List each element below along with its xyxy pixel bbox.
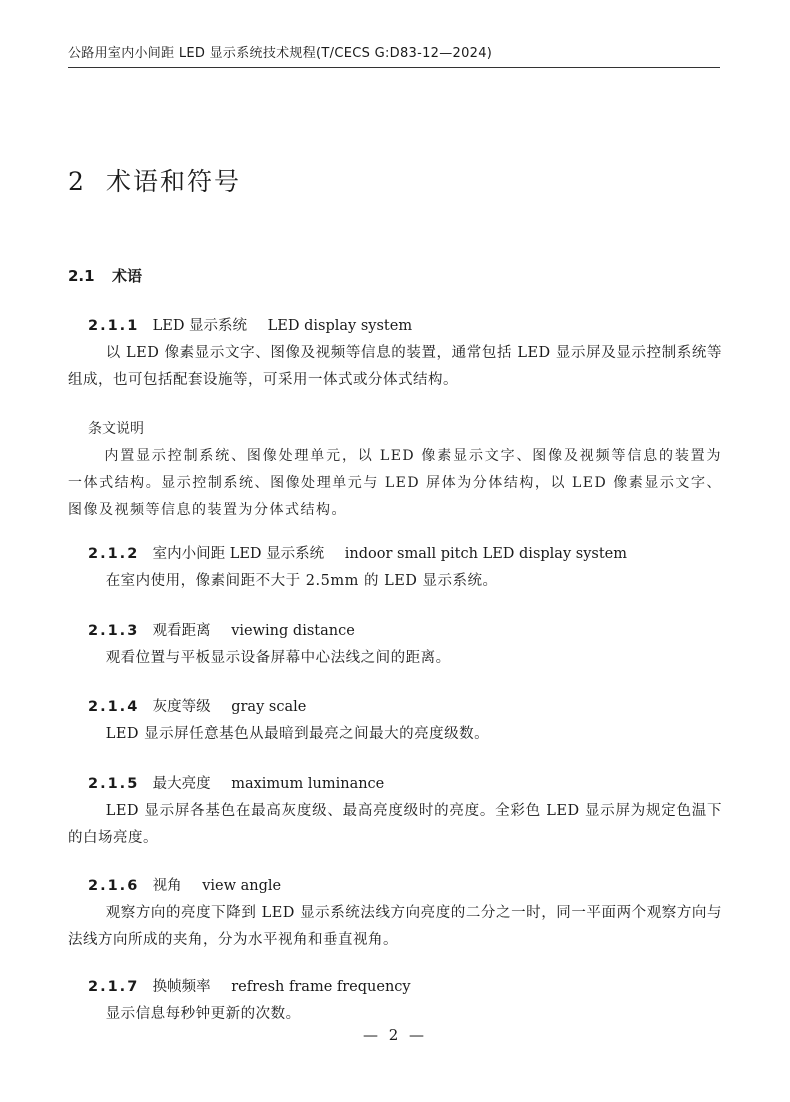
term-definition: 显示信息每秒钟更新的次数。 bbox=[105, 1006, 301, 1022]
term-english: indoor small pitch LED display system bbox=[344, 546, 627, 562]
clause-explanation-title: 条文说明 bbox=[88, 421, 144, 437]
section-title bbox=[68, 265, 142, 286]
term-heading bbox=[68, 873, 722, 900]
term-chinese: 视角 bbox=[152, 878, 182, 894]
term-heading bbox=[68, 541, 722, 568]
chapter-number: 2 bbox=[68, 167, 86, 196]
term-definition: 观看位置与平板显示设备屏幕中心法线之间的距离。 bbox=[105, 650, 451, 666]
term-entry bbox=[68, 541, 722, 595]
term-entry bbox=[68, 694, 722, 748]
term-number: 2.1.7 bbox=[88, 979, 140, 995]
term-english: viewing distance bbox=[231, 623, 355, 639]
section-title-text: 术语 bbox=[112, 267, 143, 285]
term-entry bbox=[68, 974, 722, 1028]
term-chinese: 室内小间距 LED 显示系统 bbox=[152, 546, 325, 562]
term-entry bbox=[68, 873, 722, 954]
running-header: 公路用室内小间距 LED 显示系统技术规程(T/CECS G:D83-12—2024) bbox=[68, 40, 720, 68]
clause-explanation bbox=[68, 416, 722, 524]
term-number: 2.1.2 bbox=[88, 546, 140, 562]
clause-explanation-body: 内置显示控制系统、图像处理单元，以 LED 像素显示文字、图像及视频等信息的装置为一体式结构。显示控制系统、图像处理单元与 LED 屏体为分体结构，以 LED 像素显示文字、图像及视频等信息的装置为分体式结构。 bbox=[68, 448, 722, 518]
term-chinese: 换帧频率 bbox=[152, 979, 211, 995]
term-number: 2.1.3 bbox=[88, 623, 140, 639]
term-definition: 在室内使用，像素间距不大于 2.5mm 的 LED 显示系统。 bbox=[105, 573, 498, 589]
term-english: view angle bbox=[202, 878, 282, 894]
term-heading bbox=[68, 771, 722, 798]
term-entry bbox=[68, 771, 722, 852]
term-chinese: 观看距离 bbox=[152, 623, 211, 639]
term-heading bbox=[68, 313, 722, 340]
term-heading bbox=[68, 974, 722, 1001]
term-english: refresh frame frequency bbox=[231, 979, 411, 995]
term-english: maximum luminance bbox=[231, 776, 385, 792]
term-definition: LED 显示屏任意基色从最暗到最亮之间最大的亮度级数。 bbox=[105, 726, 490, 742]
term-chinese: 灰度等级 bbox=[152, 699, 211, 715]
chapter-title bbox=[68, 162, 241, 198]
term-heading bbox=[68, 694, 722, 721]
section-number: 2.1 bbox=[68, 267, 95, 285]
term-number: 2.1.4 bbox=[88, 699, 140, 715]
chapter-title-text: 术语和符号 bbox=[106, 167, 242, 196]
term-entry bbox=[68, 618, 722, 672]
term-definition: 以 LED 像素显示文字、图像及视频等信息的装置，通常包括 LED 显示屏及显示控制系统等组成，也可包括配套设施等，可采用一体式或分体式结构。 bbox=[68, 345, 722, 388]
term-chinese: LED 显示系统 bbox=[152, 318, 248, 334]
term-heading bbox=[68, 618, 722, 645]
term-definition: 观察方向的亮度下降到 LED 显示系统法线方向亮度的二分之一时，同一平面两个观察方向与法线方向所成的夹角，分为水平视角和垂直视角。 bbox=[68, 905, 722, 948]
term-english: LED display system bbox=[267, 318, 413, 334]
term-english: gray scale bbox=[231, 699, 307, 715]
term-number: 2.1.5 bbox=[88, 776, 140, 792]
term-entry bbox=[68, 313, 722, 394]
term-definition: LED 显示屏各基色在最高灰度级、最高亮度级时的亮度。全彩色 LED 显示屏为规定色温下的白场亮度。 bbox=[68, 803, 722, 846]
term-number: 2.1.1 bbox=[88, 318, 140, 334]
page-number: — 2 — bbox=[362, 1026, 428, 1044]
term-chinese: 最大亮度 bbox=[152, 776, 211, 792]
term-number: 2.1.6 bbox=[88, 878, 140, 894]
